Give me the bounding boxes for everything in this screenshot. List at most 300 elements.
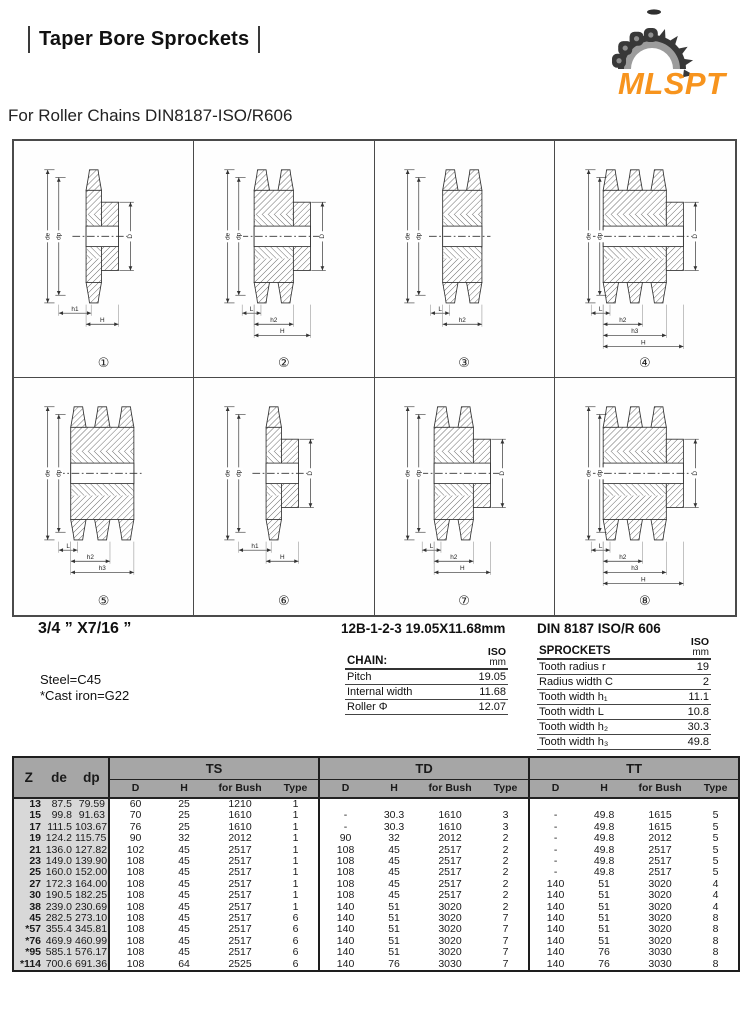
table-cell: 273.10 — [75, 912, 108, 925]
table-cell: 139.90 — [75, 855, 108, 868]
table-cell: 1 — [292, 889, 299, 902]
svg-text:dp: dp — [55, 232, 63, 240]
spec-value: 30.3 — [687, 721, 709, 733]
table-cell: 8 — [712, 946, 719, 959]
chain-spec-table — [345, 648, 508, 715]
table-cell: 51 — [598, 923, 610, 936]
table-cell: 108 — [319, 879, 371, 890]
chain-spec-row — [345, 700, 508, 715]
material-steel: Steel=C45 — [40, 672, 102, 687]
size-label: 3/4 ” X7/16 ” — [38, 620, 132, 637]
table-cell: 45 — [388, 843, 400, 856]
table-cell: 2517 — [438, 843, 462, 856]
table-cell: 3020 — [648, 923, 672, 936]
table-cell: 7 — [502, 946, 509, 959]
table-cell: 3020 — [438, 934, 462, 947]
table-cell: 1 — [292, 855, 299, 868]
table-cell: 2 — [502, 832, 509, 845]
spec-label: Tooth width h₃ — [539, 736, 609, 748]
diagram-cell-4 — [555, 141, 735, 378]
table-cell: 1610 — [228, 809, 252, 822]
table-cell: 1610 — [438, 809, 462, 822]
sub-header-type: Type — [483, 779, 529, 798]
sub-header-for-bush: for Bush — [207, 779, 273, 798]
table-cell: 8 — [712, 957, 719, 970]
table-cell: 140 — [529, 879, 581, 890]
diagram-cell-1 — [14, 141, 194, 378]
table-cell: 51 — [598, 900, 610, 913]
table-cell: - — [529, 867, 581, 878]
spec-label: Tooth width L — [539, 706, 604, 718]
table-cell: 64 — [178, 957, 190, 970]
table-row — [13, 867, 739, 878]
table-cell: 5 — [712, 809, 719, 822]
sprocket-spec-table — [537, 638, 711, 750]
table-cell: - — [529, 822, 581, 833]
table-cell: 140 — [529, 959, 581, 971]
table-cell: 87.5 — [43, 798, 75, 810]
table-cell: 4 — [712, 877, 719, 890]
table-cell: - — [529, 810, 581, 821]
table-cell: 45 — [388, 889, 400, 902]
table-cell: 3020 — [648, 912, 672, 925]
table-cell: 5 — [712, 866, 719, 879]
svg-text:D: D — [318, 234, 326, 239]
table-cell: 3030 — [648, 946, 672, 959]
table-cell: 21 — [13, 845, 43, 856]
page-title: Taper Bore Sprockets — [39, 28, 250, 50]
diagram-number: ③ — [458, 355, 470, 370]
table-cell: 111.5 — [43, 822, 75, 833]
table-row — [13, 902, 739, 913]
svg-text:dp: dp — [596, 232, 604, 240]
sub-header-h: H — [581, 779, 627, 798]
svg-text:h2: h2 — [458, 317, 466, 325]
table-cell: 108 — [109, 879, 161, 890]
diagram-cell-6 — [194, 378, 374, 615]
chain-iso-unit: ISO mm — [487, 646, 506, 668]
table-cell: 1 — [292, 832, 299, 845]
spec-label: Tooth width h₂ — [539, 721, 609, 733]
svg-text:L: L — [598, 543, 603, 551]
table-row — [13, 947, 739, 958]
table-cell: 2517 — [228, 946, 252, 959]
table-cell: 3020 — [438, 946, 462, 959]
table-cell: 60 — [109, 798, 161, 810]
table-cell: 51 — [598, 934, 610, 947]
table-cell: 32 — [178, 832, 190, 845]
table-cell: 3020 — [648, 900, 672, 913]
table-cell: 1 — [292, 866, 299, 879]
svg-text:de: de — [404, 469, 412, 477]
sprocket-spec-row — [537, 705, 711, 720]
table-cell: 4 — [712, 900, 719, 913]
table-cell: 6 — [292, 946, 299, 959]
table-cell: 32 — [388, 832, 400, 845]
svg-text:de: de — [43, 232, 51, 240]
sprocket-spec-title: SPROCKETS — [539, 645, 611, 657]
table-cell: 1 — [292, 877, 299, 890]
sub-header-d: D — [319, 779, 371, 798]
sprocket-spec-row — [537, 675, 711, 690]
table-cell: 70 — [109, 810, 161, 821]
diagram-number: ⑥ — [278, 593, 290, 608]
table-cell: 45 — [178, 866, 190, 879]
table-cell: 15 — [13, 810, 43, 821]
table-cell: 13 — [13, 798, 43, 810]
table-cell: 2517 — [648, 866, 672, 879]
table-cell: - — [529, 833, 581, 844]
svg-text:h3: h3 — [98, 565, 106, 573]
table-cell: 3 — [502, 820, 509, 833]
svg-text:h2: h2 — [270, 317, 278, 325]
spec-label: Tooth radius r — [539, 661, 606, 673]
sub-header-d: D — [109, 779, 161, 798]
spec-value: 19 — [696, 661, 709, 673]
table-cell: 3020 — [648, 889, 672, 902]
table-cell: 25 — [13, 867, 43, 878]
table-cell: 2517 — [228, 912, 252, 925]
spec-value: 11.1 — [688, 691, 709, 703]
table-cell: 700.6 — [43, 959, 75, 971]
sub-header-type: Type — [273, 779, 319, 798]
sprocket-spec-row — [537, 735, 711, 750]
table-cell: 2517 — [228, 843, 252, 856]
table-cell: 282.5 — [43, 913, 75, 924]
table-cell: 51 — [388, 923, 400, 936]
table-cell: 164.00 — [75, 877, 108, 890]
table-cell: 3020 — [438, 912, 462, 925]
title-right-bar-icon — [258, 26, 260, 53]
spec-label: Pitch — [347, 671, 372, 683]
sprocket-spec-header — [537, 638, 711, 660]
sprocket-spec-row — [537, 660, 711, 675]
table-cell: 7 — [502, 934, 509, 947]
table-cell: 45 — [178, 855, 190, 868]
table-cell: 2517 — [648, 855, 672, 868]
table-cell: 7 — [502, 912, 509, 925]
table-cell: 1 — [292, 798, 299, 810]
spec-value: 2 — [702, 676, 709, 688]
table-cell: 108 — [109, 924, 161, 935]
table-cell: 108 — [109, 959, 161, 971]
table-cell: 6 — [292, 912, 299, 925]
diagram-cell-7 — [375, 378, 555, 615]
table-cell: 2 — [502, 889, 509, 902]
table-cell: 30 — [13, 890, 43, 901]
table-cell: 2 — [502, 866, 509, 879]
table-cell: 2 — [502, 877, 509, 890]
diagram-number: ⑧ — [639, 593, 651, 608]
diagram-number: ① — [97, 355, 110, 370]
table-cell: 4 — [712, 889, 719, 902]
table-cell: 79.59 — [75, 798, 109, 810]
svg-text:L: L — [429, 543, 434, 551]
title-left-bar-icon — [28, 26, 30, 53]
chain-spec-row — [345, 685, 508, 700]
table-cell: 91.63 — [75, 810, 109, 821]
table-cell: 45 — [178, 900, 190, 913]
mlspt-logo-sprocket-icon — [588, 5, 728, 97]
table-cell: 2517 — [438, 855, 462, 868]
svg-text:H: H — [640, 576, 646, 584]
table-cell: 2525 — [228, 957, 252, 970]
table-cell: 3020 — [648, 934, 672, 947]
table-cell: 2 — [502, 900, 509, 913]
group-header-ts: TS — [109, 757, 319, 779]
diagram-number: ② — [278, 355, 290, 370]
table-cell: 45 — [178, 934, 190, 947]
table-cell: 3030 — [438, 957, 462, 970]
table-cell: 3020 — [648, 877, 672, 890]
table-row — [13, 924, 739, 935]
sub-header-for-bush: for Bush — [627, 779, 693, 798]
svg-text:de: de — [585, 469, 593, 477]
table-cell: *95 — [13, 947, 43, 958]
svg-text:h3: h3 — [631, 328, 639, 336]
svg-text:L: L — [438, 306, 443, 314]
table-cell: 108 — [319, 867, 371, 878]
dimension-table — [12, 756, 740, 972]
table-cell: 25 — [178, 809, 190, 822]
diagram-cell-8 — [555, 378, 735, 615]
sprocket-iso-unit: ISO mm — [690, 636, 709, 658]
table-cell: 5 — [712, 820, 719, 833]
sprocket-cross-section-drawing — [389, 151, 539, 349]
spec-value: 11.68 — [479, 686, 506, 698]
table-cell: 1210 — [228, 798, 252, 810]
table-cell: 149.0 — [43, 856, 75, 867]
table-cell: 45 — [178, 889, 190, 902]
table-cell: 355.4 — [43, 924, 75, 935]
table-cell: 103.67 — [75, 820, 108, 833]
svg-text:dp: dp — [415, 469, 423, 477]
spec-label: Internal width — [347, 686, 413, 698]
table-row — [13, 879, 739, 890]
table-cell: 140 — [529, 890, 581, 901]
sprocket-cross-section-drawing — [570, 151, 720, 349]
table-cell: 6 — [292, 957, 299, 970]
table-cell: 1610 — [228, 820, 252, 833]
table-row — [13, 810, 739, 821]
table-cell: 2517 — [438, 866, 462, 879]
table-cell: 115.75 — [75, 833, 109, 844]
table-cell: 51 — [388, 934, 400, 947]
svg-text:D: D — [499, 471, 507, 476]
table-cell: 6 — [292, 923, 299, 936]
diagram-cell-3 — [375, 141, 555, 378]
table-cell: 2517 — [228, 934, 252, 947]
table-row — [13, 856, 739, 867]
table-cell: 108 — [109, 867, 161, 878]
table-cell: 6 — [292, 934, 299, 947]
table-cell: 8 — [712, 912, 719, 925]
svg-text:D: D — [691, 471, 699, 476]
table-cell: 1610 — [438, 820, 462, 833]
table-cell: 2517 — [228, 889, 252, 902]
table-cell: 2517 — [228, 855, 252, 868]
diagram-cell-5 — [14, 378, 194, 615]
table-row — [13, 822, 739, 833]
table-cell: 23 — [13, 856, 43, 867]
table-cell: 1615 — [648, 820, 672, 833]
table-cell: 108 — [319, 845, 371, 856]
table-cell: 2 — [502, 843, 509, 856]
table-cell: 124.2 — [43, 833, 75, 844]
spec-value: 19.05 — [478, 671, 506, 683]
diagram-number: ⑦ — [458, 593, 470, 608]
table-corner-header — [13, 757, 109, 798]
svg-text:de: de — [404, 232, 412, 240]
spec-label: Radius width C — [539, 676, 613, 688]
table-cell: 136.0 — [43, 845, 75, 856]
table-cell: 108 — [109, 913, 161, 924]
table-cell: 49.8 — [593, 843, 615, 856]
svg-text:H: H — [279, 328, 285, 336]
table-cell: 49.8 — [593, 809, 615, 822]
table-row — [13, 833, 739, 844]
table-cell: 2517 — [438, 889, 462, 902]
table-cell: 691.36 — [75, 957, 108, 970]
chain-spec-rows — [345, 670, 508, 715]
table-cell: 45 — [178, 912, 190, 925]
table-row — [13, 913, 739, 924]
table-cell: 3 — [502, 809, 509, 822]
svg-text:H: H — [279, 554, 285, 562]
sprocket-cross-section-drawing — [29, 388, 179, 586]
table-cell: 1 — [292, 843, 299, 856]
table-cell: 108 — [319, 856, 371, 867]
svg-text:D: D — [126, 234, 134, 239]
table-cell: 140 — [529, 902, 581, 913]
chain-spec-title: CHAIN: — [347, 655, 388, 667]
sprocket-cross-section-drawing — [570, 388, 720, 586]
table-cell: 1 — [292, 809, 299, 822]
table-cell: 140 — [319, 947, 371, 958]
table-cell: 49.8 — [593, 855, 615, 868]
sprocket-diagram-grid — [12, 139, 737, 617]
page-title-block — [28, 26, 260, 53]
svg-text:H: H — [640, 339, 646, 347]
sub-header-for-bush: for Bush — [417, 779, 483, 798]
table-cell: 460.99 — [75, 934, 108, 947]
table-cell: 127.82 — [75, 843, 108, 856]
table-cell: 1 — [292, 900, 299, 913]
table-cell: 45 — [178, 946, 190, 959]
table-cell: 51 — [598, 877, 610, 890]
table-row — [13, 845, 739, 856]
col-header-de: de — [51, 770, 67, 785]
table-cell: 3020 — [438, 923, 462, 936]
svg-text:de: de — [224, 232, 232, 240]
table-cell: 49.8 — [593, 832, 615, 845]
table-cell: 25 — [178, 798, 190, 810]
table-cell: 90 — [319, 833, 371, 844]
table-cell: 140 — [529, 947, 581, 958]
table-cell: 51 — [388, 912, 400, 925]
table-cell: 38 — [13, 902, 43, 913]
chain-heading: 12B-1-2-3 19.05X11.68mm — [341, 621, 506, 636]
table-cell: 7 — [502, 957, 509, 970]
table-cell: 2 — [502, 855, 509, 868]
svg-text:D: D — [691, 234, 699, 239]
subtitle: For Roller Chains DIN8187-ISO/R606 — [8, 106, 293, 125]
table-cell: 172.3 — [43, 879, 75, 890]
table-cell: 160.0 — [43, 867, 75, 878]
table-cell: 140 — [529, 924, 581, 935]
table-cell: 5 — [712, 832, 719, 845]
table-cell: 140 — [319, 959, 371, 971]
table-cell: 45 — [13, 913, 43, 924]
table-cell: 140 — [319, 936, 371, 947]
sub-header-h: H — [371, 779, 417, 798]
table-cell: 2517 — [228, 877, 252, 890]
table-cell: 108 — [319, 890, 371, 901]
table-cell: 2012 — [228, 832, 252, 845]
table-row — [13, 936, 739, 947]
table-cell: 45 — [388, 855, 400, 868]
svg-text:dp: dp — [235, 232, 243, 240]
table-cell: 30.3 — [383, 809, 405, 822]
diagram-cell-2 — [194, 141, 374, 378]
table-cell: 2517 — [648, 843, 672, 856]
table-cell: 108 — [109, 902, 161, 913]
table-cell: 2517 — [228, 866, 252, 879]
logo-text: MLSPT — [618, 66, 726, 97]
svg-text:h2: h2 — [450, 554, 458, 562]
table-cell: 2012 — [438, 832, 462, 845]
diagram-number: ⑤ — [97, 593, 110, 608]
svg-text:H: H — [460, 565, 465, 573]
svg-text:de: de — [43, 469, 51, 477]
table-cell: 51 — [388, 900, 400, 913]
group-header-td: TD — [319, 757, 529, 779]
table-cell: 576.17 — [75, 946, 108, 959]
table-cell: 230.69 — [75, 900, 108, 913]
svg-text:h2: h2 — [86, 554, 94, 562]
table-cell: - — [529, 845, 581, 856]
standard-heading: DIN 8187 ISO/R 606 — [537, 621, 661, 636]
chain-spec-header — [345, 648, 508, 670]
sprocket-cross-section-drawing — [209, 388, 359, 586]
table-cell: 45 — [178, 877, 190, 890]
table-row — [13, 959, 739, 971]
chain-spec-row — [345, 670, 508, 685]
table-cell: 108 — [109, 936, 161, 947]
table-cell: 140 — [319, 913, 371, 924]
table-cell: 17 — [13, 822, 43, 833]
material-notes — [40, 672, 129, 704]
table-cell: 30.3 — [383, 820, 405, 833]
table-cell: 49.8 — [593, 820, 615, 833]
svg-text:dp: dp — [415, 232, 423, 240]
table-cell: 190.5 — [43, 890, 75, 901]
svg-text:h3: h3 — [631, 565, 639, 573]
svg-text:L: L — [598, 306, 603, 314]
corner-labels — [14, 770, 108, 785]
group-header-tt: TT — [529, 757, 739, 779]
spec-label: Tooth width h₁ — [539, 691, 608, 703]
table-cell: 5 — [712, 855, 719, 868]
sprocket-cross-section-drawing — [209, 151, 359, 349]
table-cell: 76 — [598, 957, 610, 970]
table-cell: 152.00 — [75, 866, 108, 879]
table-cell: 585.1 — [43, 947, 75, 958]
sub-header-type: Type — [693, 779, 739, 798]
table-cell: 76 — [388, 957, 400, 970]
table-cell: 49.8 — [593, 866, 615, 879]
sub-header-h: H — [161, 779, 207, 798]
